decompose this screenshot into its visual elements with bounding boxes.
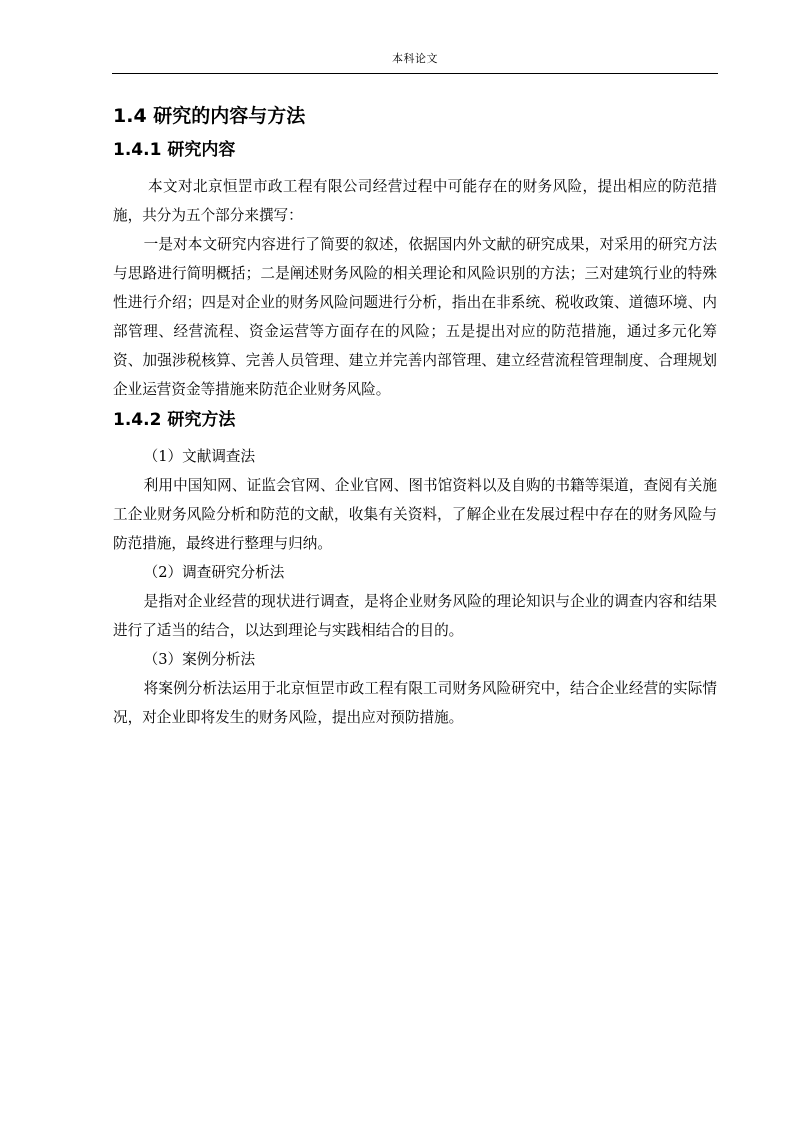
page-body: [113, 100, 717, 732]
paragraph: 本文对北京恒罡市政工程有限公司经营过程中可能存在的财务风险，提出相应的防范措施，共分为五个部分来撰写：: [113, 178, 717, 224]
section-heading: 1.4 研究的内容与方法: [113, 105, 306, 127]
header-rule: [112, 73, 718, 74]
subsection-heading-methods: 1.4.2 研究方法: [113, 410, 236, 430]
method-label: （2）调查研究分析法: [143, 564, 285, 581]
method-description: 将案例分析法运用于北京恒罡市政工程有限工司财务风险研究中，结合企业经营的实际情况，对企业即将发生的财务风险，提出应对预防措施。: [113, 680, 717, 726]
page-header: 本科论文: [392, 52, 438, 65]
paragraph: 一是对本文研究内容进行了简要的叙述，依据国内外文献的研究成果，对采用的研究方法与思路进行简明概括；二是阐述财务风险的相关理论和风险识别的方法；三对建筑行业的特殊性进行介绍；四是对企业的财务风险问题进行分析，指出在非系统、税收政策、道德环境、内部管理、经营流程、资金运营等方面存在的风险；五是提出对应的防范措施，通过多元化筹资、加强涉税核算、完善人员管理、建立并完善内部管理、建立经营流程管理制度、合理规划企业运营资金等措施来防范企业财务风险。: [113, 236, 717, 398]
method-description: 利用中国知网、证监会官网、企业官网、图书馆资料以及自购的书籍等渠道，查阅有关施工企业财务风险分析和防范的文献，收集有关资料，了解企业在发展过程中存在的财务风险与防范措施，最终进行整理与归纳。: [113, 477, 717, 552]
method-label: （1）文献调查法: [143, 448, 256, 465]
method-label: （3）案例分析法: [143, 651, 256, 668]
method-description: 是指对企业经营的现状进行调查，是将企业财务风险的理论知识与企业的调查内容和结果进行了适当的结合，以达到理论与实践相结合的目的。: [113, 593, 717, 639]
subsection-heading-content: 1.4.1 研究内容: [113, 140, 236, 160]
